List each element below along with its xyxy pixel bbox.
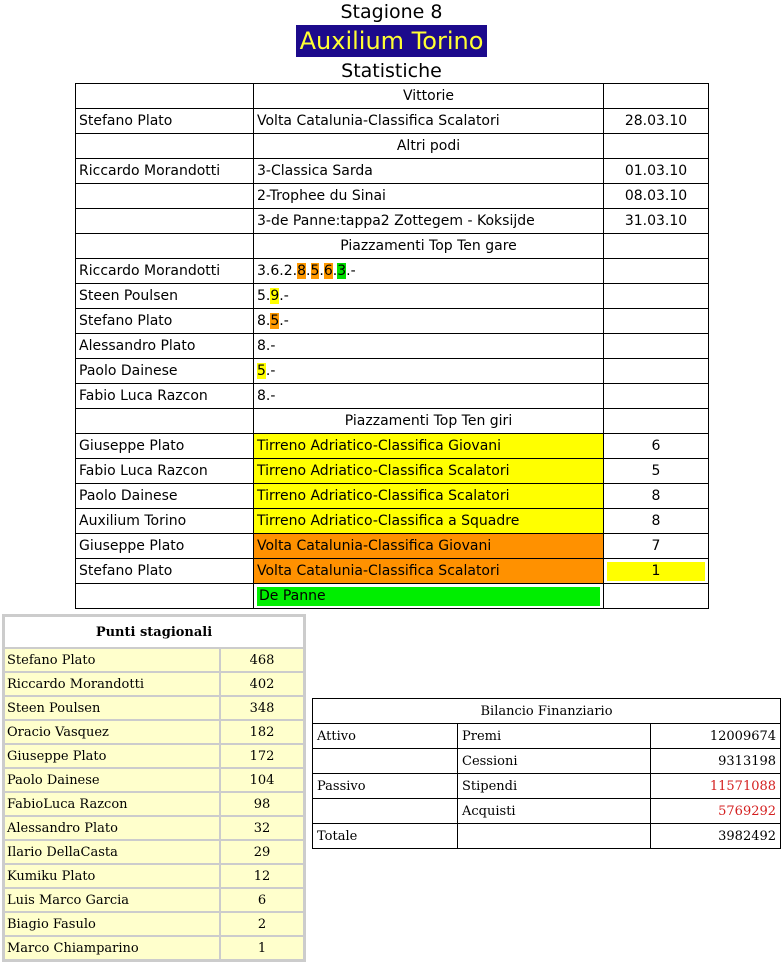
cessioni-value: 9313198 — [651, 749, 781, 774]
points-value: 182 — [220, 720, 304, 744]
race-name: 3-Classica Sarda — [254, 159, 604, 184]
table-row — [4, 648, 304, 672]
table-row — [4, 792, 304, 816]
section-title-podi: Altri podi — [254, 134, 604, 159]
rider-name: Biagio Fasulo — [4, 912, 220, 936]
rider-name: Stefano Plato — [4, 648, 220, 672]
rider-name — [76, 184, 254, 209]
points-value: 104 — [220, 768, 304, 792]
points-value: 29 — [220, 840, 304, 864]
section-row — [76, 409, 709, 434]
race-name: Volta Catalunia-Classifica Scalatori — [254, 109, 604, 134]
position-value: 6 — [323, 263, 333, 279]
points-value: 348 — [220, 696, 304, 720]
position-value: 8 — [297, 263, 307, 279]
position-value: 8 — [604, 509, 709, 534]
table-row — [4, 912, 304, 936]
positions-list — [254, 334, 604, 359]
table-row — [76, 159, 709, 184]
positions-list — [254, 359, 604, 384]
rider-name: Steen Poulsen — [76, 284, 254, 309]
position-value: .- — [265, 363, 276, 379]
rider-name: Ilario DellaCasta — [4, 840, 220, 864]
race-date: 28.03.10 — [604, 109, 709, 134]
position-value: .- — [265, 338, 276, 354]
season-title: Stagione 8 — [340, 1, 443, 23]
position-value: 5 — [257, 363, 266, 379]
rider-name: Paolo Dainese — [76, 359, 254, 384]
points-value: 2 — [220, 912, 304, 936]
table-row — [76, 259, 709, 284]
race-date: 31.03.10 — [604, 209, 709, 234]
race-name: 2-Trophee du Sinai — [254, 184, 604, 209]
position-value: . — [306, 263, 311, 279]
rider-name: Paolo Dainese — [4, 768, 220, 792]
totale-value: 3982492 — [651, 824, 781, 849]
table-row — [76, 509, 709, 534]
position-value: 3 — [257, 263, 266, 279]
position-value: 5 — [310, 263, 320, 279]
table-row — [76, 384, 709, 409]
table-row — [76, 309, 709, 334]
section-title-topten-giri: Piazzamenti Top Ten giri — [254, 409, 604, 434]
positions-list — [254, 309, 604, 334]
position-value: 8 — [604, 484, 709, 509]
table-row — [76, 334, 709, 359]
team-name: Auxilium Torino — [296, 25, 488, 57]
table-row — [313, 824, 781, 849]
table-row — [4, 744, 304, 768]
position-value: 9 — [270, 288, 280, 304]
rider-name: Alessandro Plato — [76, 334, 254, 359]
stats-table — [75, 83, 709, 609]
position-value: 7 — [604, 534, 709, 559]
rider-name: Oracio Vasquez — [4, 720, 220, 744]
position-value: . — [319, 263, 324, 279]
race-name: Tirreno Adriatico-Classifica Scalatori — [254, 459, 604, 484]
rider-name: Alessandro Plato — [4, 816, 220, 840]
table-row — [4, 840, 304, 864]
table-row — [76, 284, 709, 309]
rider-name: Stefano Plato — [76, 309, 254, 334]
table-row — [76, 559, 709, 584]
table-row — [76, 584, 709, 609]
position-value: 8 — [257, 338, 266, 354]
punti-title: Punti stagionali — [4, 616, 304, 648]
rider-name: Giuseppe Plato — [4, 744, 220, 768]
positions-list — [254, 284, 604, 309]
position-value: .- — [279, 313, 289, 329]
rider-name: Luis Marco Garcia — [4, 888, 220, 912]
table-row — [76, 359, 709, 384]
race-name: Volta Catalunia-Classifica Giovani — [254, 534, 604, 559]
section-row — [76, 84, 709, 109]
table-row — [4, 936, 304, 960]
table-row — [76, 184, 709, 209]
table-row — [4, 816, 304, 840]
rider-name: Stefano Plato — [76, 109, 254, 134]
rider-name: Riccardo Morandotti — [4, 672, 220, 696]
race-name: 3-de Panne:tappa2 Zottegem - Koksijde — [254, 209, 604, 234]
premi-value: 12009674 — [651, 724, 781, 749]
section-title-topten-gare: Piazzamenti Top Ten gare — [254, 234, 604, 259]
race-name: Volta Catalunia-Classifica Scalatori — [254, 559, 604, 584]
table-row — [313, 749, 781, 774]
points-value: 12 — [220, 864, 304, 888]
rider-name: Paolo Dainese — [76, 484, 254, 509]
position-value: .- — [279, 288, 289, 304]
rider-name — [76, 209, 254, 234]
table-row — [4, 696, 304, 720]
bilancio-table — [312, 698, 781, 849]
table-row — [76, 534, 709, 559]
table-row — [76, 209, 709, 234]
position-value: 8 — [257, 388, 266, 404]
table-row — [4, 720, 304, 744]
position-value: 5 — [604, 459, 709, 484]
position-value: 5 — [257, 288, 266, 304]
table-row — [76, 459, 709, 484]
position-value: . — [265, 263, 271, 279]
position-value: 1 — [607, 562, 705, 581]
position-value: 6 — [604, 434, 709, 459]
rider-name: Giuseppe Plato — [76, 534, 254, 559]
rider-name: FabioLuca Razcon — [4, 792, 220, 816]
points-value: 32 — [220, 816, 304, 840]
section-row — [76, 134, 709, 159]
rider-name: Auxilium Torino — [76, 509, 254, 534]
race-name: Tirreno Adriatico-Classifica Giovani — [254, 434, 604, 459]
race-name: Tirreno Adriatico-Classifica Scalatori — [254, 484, 604, 509]
table-row — [313, 799, 781, 824]
rider-name: Marco Chiamparino — [4, 936, 220, 960]
position-value: . — [265, 288, 271, 304]
stipendi-value: 11571088 — [651, 774, 781, 799]
table-row — [76, 484, 709, 509]
rider-name: Stefano Plato — [76, 559, 254, 584]
position-value: .- — [265, 388, 276, 404]
table-row — [4, 888, 304, 912]
rider-name: Kumiku Plato — [4, 864, 220, 888]
last-race-name: De Panne — [257, 587, 600, 606]
table-row — [313, 774, 781, 799]
acquisti-value: 5769292 — [651, 799, 781, 824]
totale-label: Totale — [313, 824, 458, 849]
position-value: .- — [346, 263, 356, 279]
points-value: 1 — [220, 936, 304, 960]
position-value: . — [279, 263, 284, 279]
rider-name: Fabio Luca Razcon — [76, 459, 254, 484]
cessioni-label: Cessioni — [458, 749, 651, 774]
points-value: 98 — [220, 792, 304, 816]
position-value: . — [265, 313, 271, 329]
position-value: 2 — [283, 263, 293, 279]
position-value: . — [292, 263, 298, 279]
section-title-vittorie: Vittorie — [254, 84, 604, 109]
bilancio-title: Bilancio Finanziario — [313, 699, 781, 724]
race-date: 08.03.10 — [604, 184, 709, 209]
position-value: . — [332, 263, 338, 279]
points-value: 468 — [220, 648, 304, 672]
table-row — [76, 434, 709, 459]
points-value: 6 — [220, 888, 304, 912]
rider-name: Steen Poulsen — [4, 696, 220, 720]
punti-stagionali-table — [2, 614, 306, 962]
table-row — [4, 672, 304, 696]
table-row — [4, 864, 304, 888]
race-date: 01.03.10 — [604, 159, 709, 184]
points-value: 172 — [220, 744, 304, 768]
rider-name: Giuseppe Plato — [76, 434, 254, 459]
table-row — [4, 768, 304, 792]
rider-name: Fabio Luca Razcon — [76, 384, 254, 409]
passivo-label: Passivo — [313, 774, 458, 799]
positions-list — [254, 384, 604, 409]
stats-subtitle: Statistiche — [341, 60, 442, 82]
position-value: 3 — [337, 263, 347, 279]
table-row — [76, 109, 709, 134]
attivo-label: Attivo — [313, 724, 458, 749]
premi-label: Premi — [458, 724, 651, 749]
position-value: 8 — [257, 313, 266, 329]
position-value: 5 — [270, 313, 280, 329]
stipendi-label: Stipendi — [458, 774, 651, 799]
acquisti-label: Acquisti — [458, 799, 651, 824]
race-name: Tirreno Adriatico-Classifica a Squadre — [254, 509, 604, 534]
position-value: 6 — [270, 263, 280, 279]
rider-name: Riccardo Morandotti — [76, 159, 254, 184]
rider-name: Riccardo Morandotti — [76, 259, 254, 284]
points-value: 402 — [220, 672, 304, 696]
positions-list — [254, 259, 604, 284]
table-row — [313, 724, 781, 749]
section-row — [76, 234, 709, 259]
